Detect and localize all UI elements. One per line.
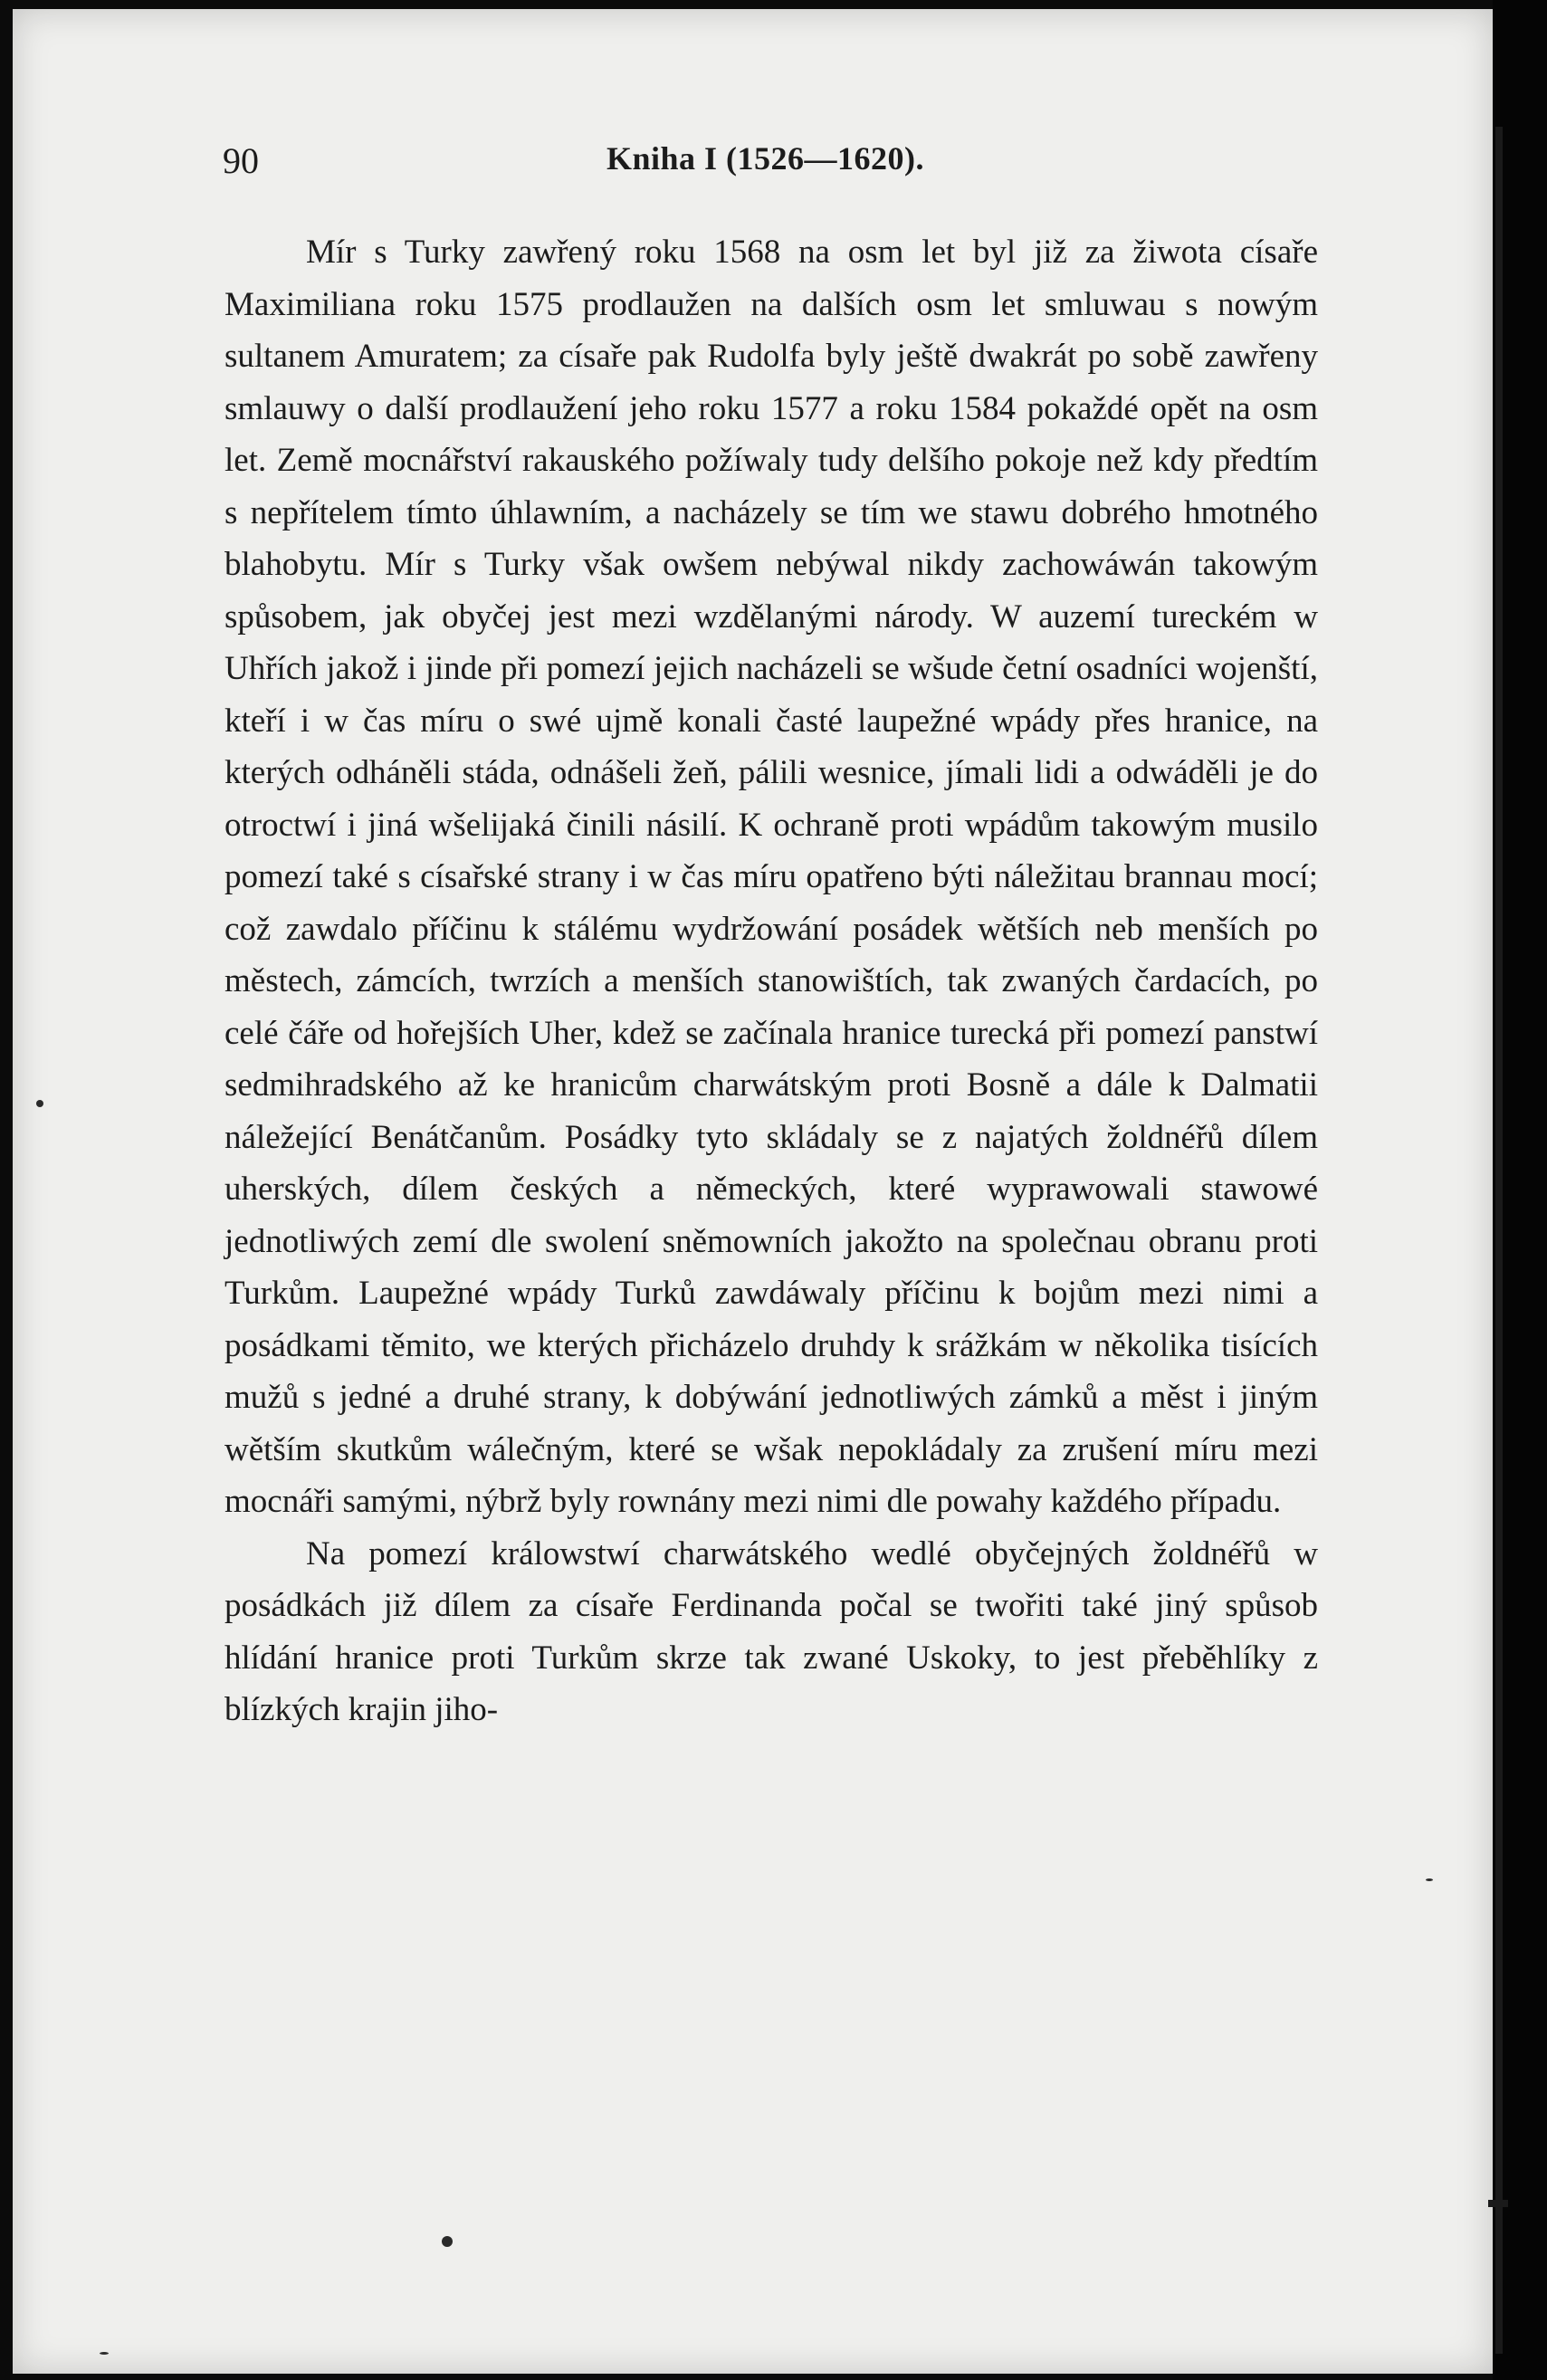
ink-speck (100, 2352, 109, 2355)
page-header (208, 136, 1322, 190)
running-head: Kniha I (1526—1620). (606, 140, 925, 177)
paragraph: Mír s Turky zawřený roku 1568 na osm let byl již za žiwota císaře Maximiliana roku 1575 prodlaužen na dalších osm let smluwau s nowým sultanem Amuratem; za císaře pak Rudolfa byly ještě dwakrát po sobě zawřeny smlauwy o další prodlaužení jeho roku 1577 a roku 1584 pokaždé opět na osm let. Země mocnářství rakauského požíwaly tudy delšího pokoje než kdy předtím s nepřítelem tímto úhlawním, a nacházely se tím we stawu dobrého hmotného blahobytu. Mír s Turky však owšem nebýwal nikdy zachowáwán takowým spůsobem, jak obyčej jest mezi wzdělanými národy. W auzemí tureckém w Uhřích jakož i jinde při pomezí jejich nacházeli se wšude četní osadníci wojenští, kteří i w čas míru o swé ujmě konali časté laupežné wpády přes hranice, na kterých odháněli stáda, odnášeli žeň, pálili wesnice, jímali lidi a odwáděli je do otroctwí i jiná wšelijaká činili násilí. K ochraně proti wpádům takowým musilo pomezí také s císařské strany i w čas míru opatřeno býti náležitau brannau mocí; což zawdalo příčinu k stálému wydržowání posádek wětších neb menších po městech, zámcích, twrzích a menších stanowištích, tak zwaných čardacích, po celé čáře od hořejších Uher, kdež se začínala hranice turecká při pomezí panstwí sedmihradského až ke hranicům charwátským proti Bosně a dále k Dalmatii náležející Benátčanům. Posádky tyto skládaly se z najatých žoldnéřů dílem uherských, dílem českých a německých, které wyprawowali stawowé jednotliwých zemí dle swolení sněmowních jakožto na společnau obranu proti Turkům. Laupežné wpády Turků zawdáwaly příčinu k bojům mezi nimi a posádkami těmito, we kterých přicházelo druhdy k srážkám w několika tisících mužů s jedné a druhé strany, k dobýwání jednotliwých zámků a měst i jiným wětším skutkům wálečným, které se wšak nepokládaly za zrušení míru mezi mocnáři samými, nýbrž byly rownány mezi nimi dle powahy každého případu. (224, 234, 1318, 1520)
ink-speck (1426, 1878, 1433, 1881)
page-edge-notch (1488, 2200, 1508, 2207)
page-number: 90 (223, 140, 259, 181)
paragraph: Na pomezí králowstwí charwátského wedlé obyčejných žoldnéřů w posádkách již dílem za císaře Ferdinanda počal se twořiti také jiný spůsob hlídání hranice proti Turkům skrze tak zwané Uskoky, to jest přeběhlíky z blízkých krajin jiho- (224, 1534, 1318, 1728)
ink-speck (36, 1100, 43, 1107)
body-text (224, 226, 1318, 1736)
ink-speck (442, 2236, 453, 2247)
page-edge-rule (1495, 127, 1503, 2354)
